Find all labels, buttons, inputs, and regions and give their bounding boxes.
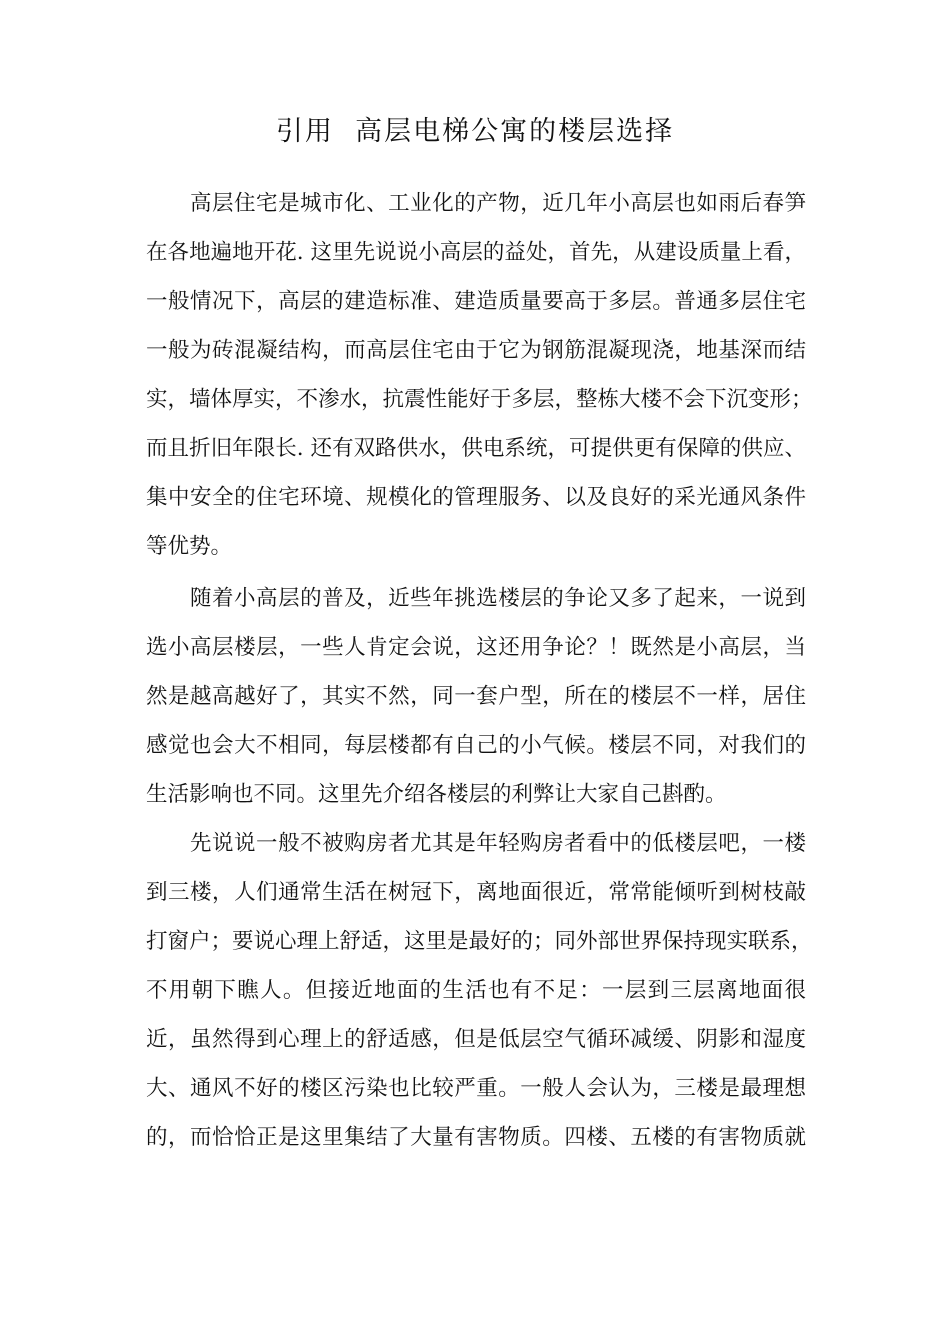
paragraph-line: 一般情况下，高层的建造标准、建造质量要高于多层。普通多层住宅 — [146, 289, 806, 314]
paragraph-line: 不用朝下瞧人。但接近地面的生活也有不足：一层到三层离地面很 — [146, 978, 806, 1003]
paragraph-line: 选小高层楼层，一些人肯定会说，这还用争论？！既然是小高层，当 — [146, 635, 806, 660]
paragraph-line: 的，而恰恰正是这里集结了大量有害物质。四楼、五楼的有害物质就 — [146, 1125, 806, 1150]
paragraph-line: 生活影响也不同。这里先介绍各楼层的利弊让大家自己斟酌。 — [146, 782, 727, 807]
paragraph-line: 然是越高越好了，其实不然，同一套户型，所在的楼层不一样，居住 — [146, 684, 806, 709]
paragraph-line: 集中安全的住宅环境、规模化的管理服务、以及良好的采光通风条件 — [146, 485, 806, 510]
paragraph-3 — [146, 830, 813, 1173]
paragraph-line: 在各地遍地开花. 这里先说说小高层的益处，首先，从建设质量上看， — [146, 240, 806, 265]
paragraph-1 — [146, 190, 813, 585]
article-body — [146, 190, 813, 1173]
paragraph-line: 实，墙体厚实，不渗水，抗震性能好于多层，整栋大楼不会下沉变形； — [146, 387, 813, 412]
paragraph-line: 一般为砖混凝结构，而高层住宅由于它为钢筋混凝现浇，地基深而结 — [146, 338, 806, 363]
paragraph-2 — [146, 585, 806, 830]
paragraph-line: 随着小高层的普及，近些年挑选楼层的争论又多了起来，一说到 — [190, 586, 806, 611]
paragraph-line: 而且折旧年限长. 还有双路供水，供电系统，可提供更有保障的供应、 — [146, 436, 806, 461]
paragraph-line: 高层住宅是城市化、工业化的产物，近几年小高层也如雨后春笋 — [190, 191, 806, 216]
paragraph-line: 大、通风不好的楼区污染也比较严重。一般人会认为，三楼是最理想 — [146, 1076, 806, 1101]
page-title: 引用 高层电梯公寓的楼层选择 — [275, 116, 675, 147]
paragraph-line: 感觉也会大不相同，每层楼都有自己的小气候。楼层不同，对我们的 — [146, 733, 806, 758]
paragraph-line: 等优势。 — [146, 534, 233, 559]
paragraph-line: 打窗户；要说心理上舒适，这里是最好的；同外部世界保持现实联系， — [146, 929, 813, 954]
paragraph-line: 先说说一般不被购房者尤其是年轻购房者看中的低楼层吧，一楼 — [190, 831, 806, 856]
paragraph-line: 到三楼，人们通常生活在树冠下，离地面很近，常常能倾听到树枝敲 — [146, 880, 806, 905]
paragraph-line: 近，虽然得到心理上的舒适感，但是低层空气循环减缓、阴影和湿度 — [146, 1027, 806, 1052]
